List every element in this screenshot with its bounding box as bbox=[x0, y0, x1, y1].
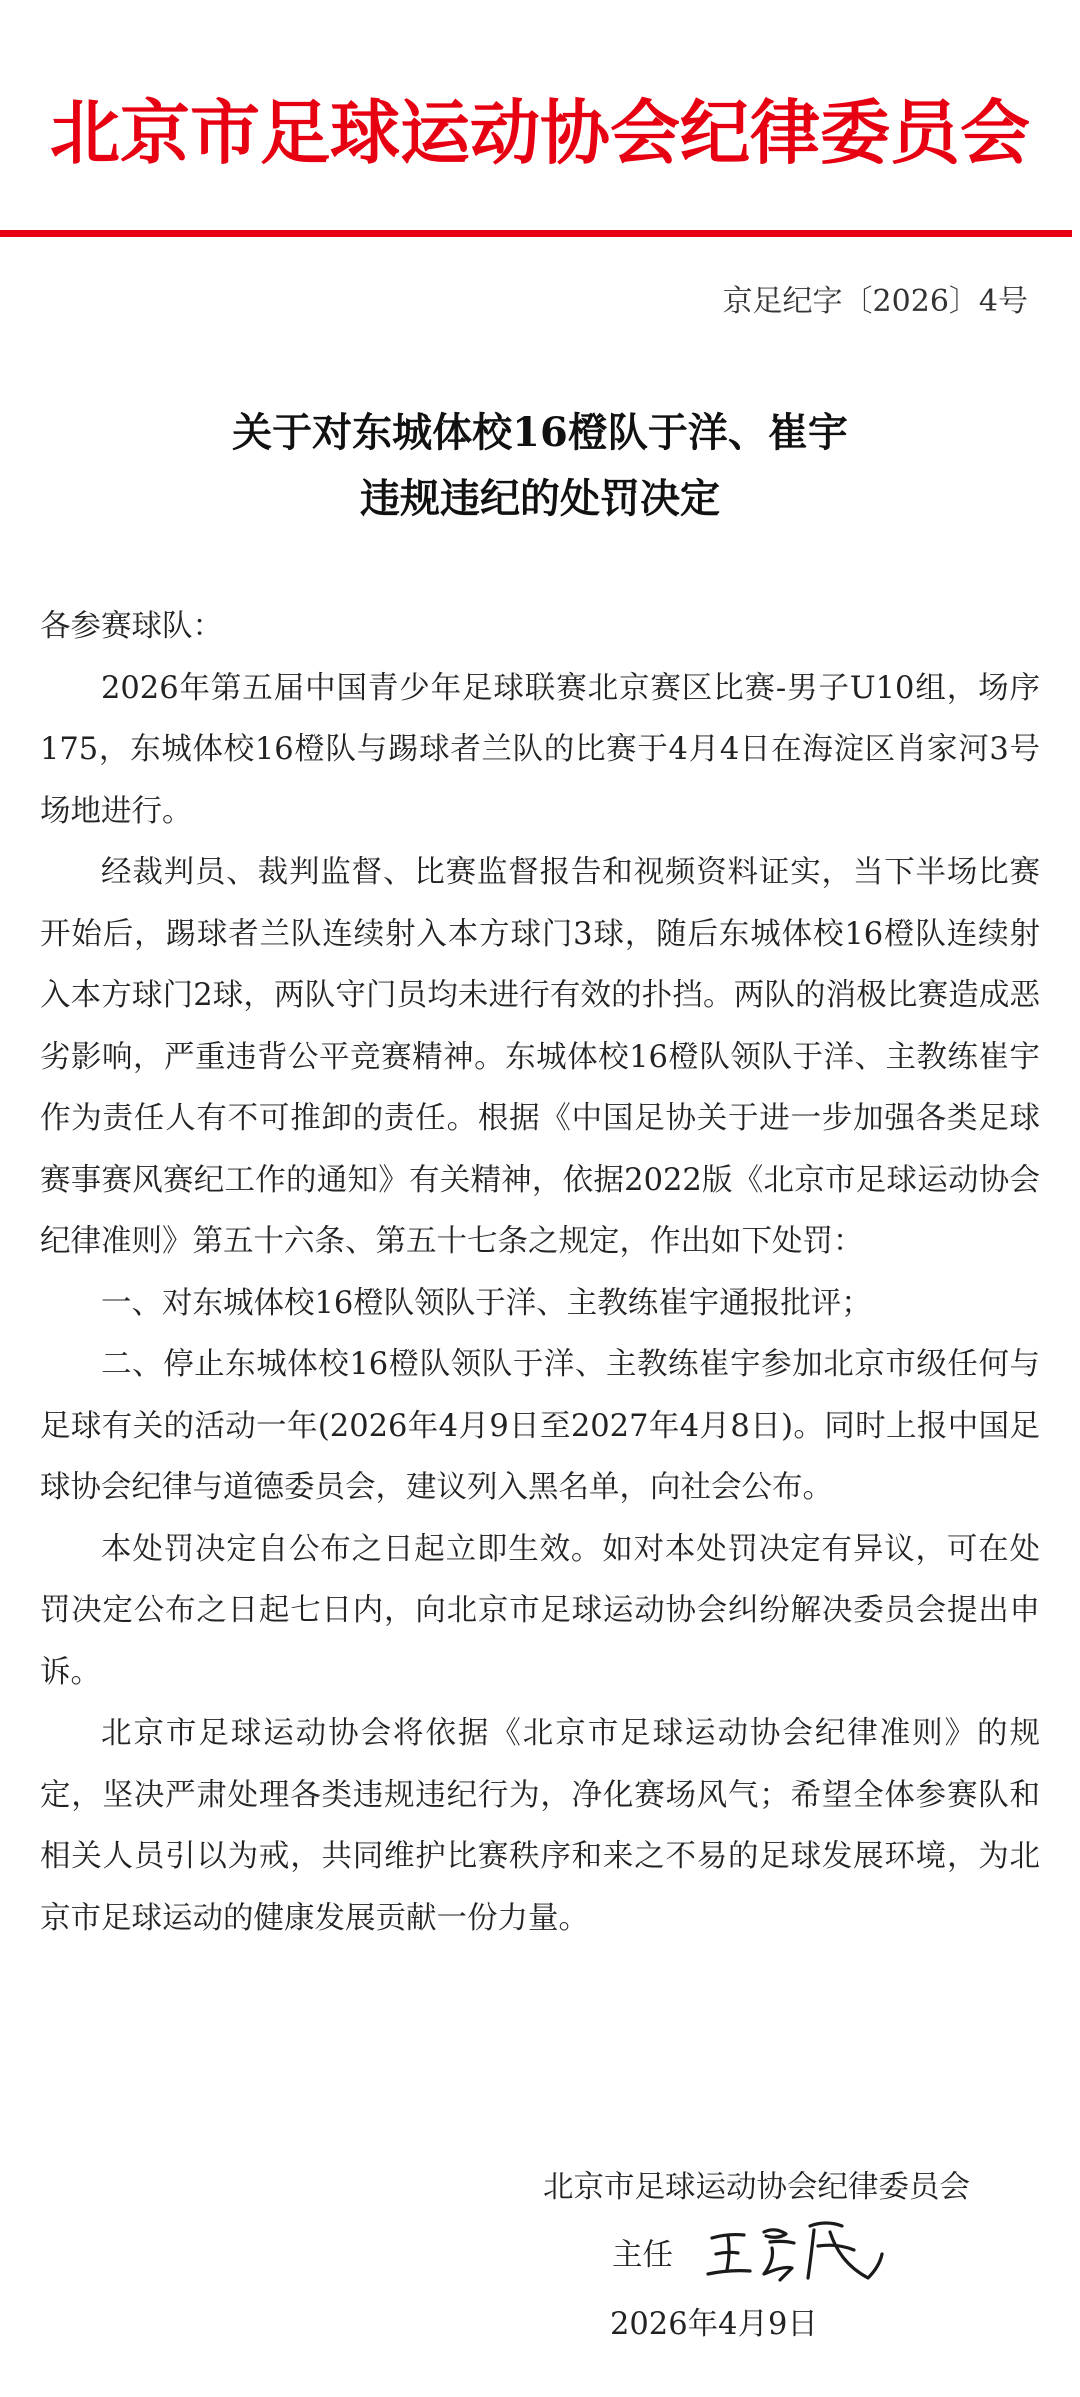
document-title bbox=[0, 400, 1080, 532]
paragraph-closing: 北京市足球运动协会将依据《北京市足球运动协会纪律准则》的规定，坚决严肃处理各类违规违纪行为，净化赛场风气；希望全体参赛队和相关人员引以为戒，共同维护比赛秩序和来之不易的足球发展环境，为北京市足球运动的健康发展贡献一份力量。 bbox=[40, 1716, 1040, 1936]
salutation: 各参赛球队： bbox=[40, 609, 223, 644]
signature-date: 2026年4月9日 bbox=[610, 2307, 818, 2342]
signature-chair-label: 主任 bbox=[612, 2238, 673, 2273]
red-divider-line bbox=[0, 230, 1072, 237]
document-body bbox=[40, 596, 1040, 1949]
document-number: 京足纪字〔2026〕4号 bbox=[722, 284, 1028, 319]
paragraph-penalty-1: 一、对东城体校16橙队领队于洋、主教练崔宇通报批评； bbox=[101, 1285, 872, 1321]
paragraph-penalty-2: 二、停止东城体校16橙队领队于洋、主教练崔宇参加北京市级任何与足球有关的活动一年(2026年4月9日至2027年4月8日)。同时上报中国足球协会纪律与道德委员会，建议列入黑名单，向社会公布。 bbox=[40, 1347, 1040, 1505]
handwritten-signature bbox=[700, 2208, 890, 2292]
title-line-1: 关于对东城体校16橙队于洋、崔宇 bbox=[232, 409, 848, 456]
masthead-title: 北京市足球运动协会纪律委员会 bbox=[50, 92, 1030, 174]
paragraph-effective: 本处罚决定自公布之日起立即生效。如对本处罚决定有异议，可在处罚决定公布之日起七日内，向北京市足球运动协会纠纷解决委员会提出申诉。 bbox=[40, 1531, 1040, 1690]
paragraph-findings: 经裁判员、裁判监督、比赛监督报告和视频资料证实，当下半场比赛开始后，踢球者兰队连续射入本方球门3球，随后东城体校16橙队连续射入本方球门2球，两队守门员均未进行有效的扑挡。两队的消极比赛造成恶劣影响，严重违背公平竞赛精神。东城体校16橙队领队于洋、主教练崔宇作为责任人有不可推卸的责任。根据《中国足协关于进一步加强各类足球赛事赛风赛纪工作的通知》有关精神，依据2022版《北京市足球运动协会纪律准则》第五十六条、第五十七条之规定，作出如下处罚： bbox=[40, 855, 1040, 1259]
signature-organization: 北京市足球运动协会纪律委员会 bbox=[543, 2170, 970, 2205]
paragraph-incident: 2026年第五届中国青少年足球联赛北京赛区比赛-男子U10组，场序175，东城体校16橙队与踢球者兰队的比赛于4月4日在海淀区肖家河3号场地进行。 bbox=[40, 670, 1040, 829]
title-line-2: 违规违纪的处罚决定 bbox=[360, 475, 720, 522]
